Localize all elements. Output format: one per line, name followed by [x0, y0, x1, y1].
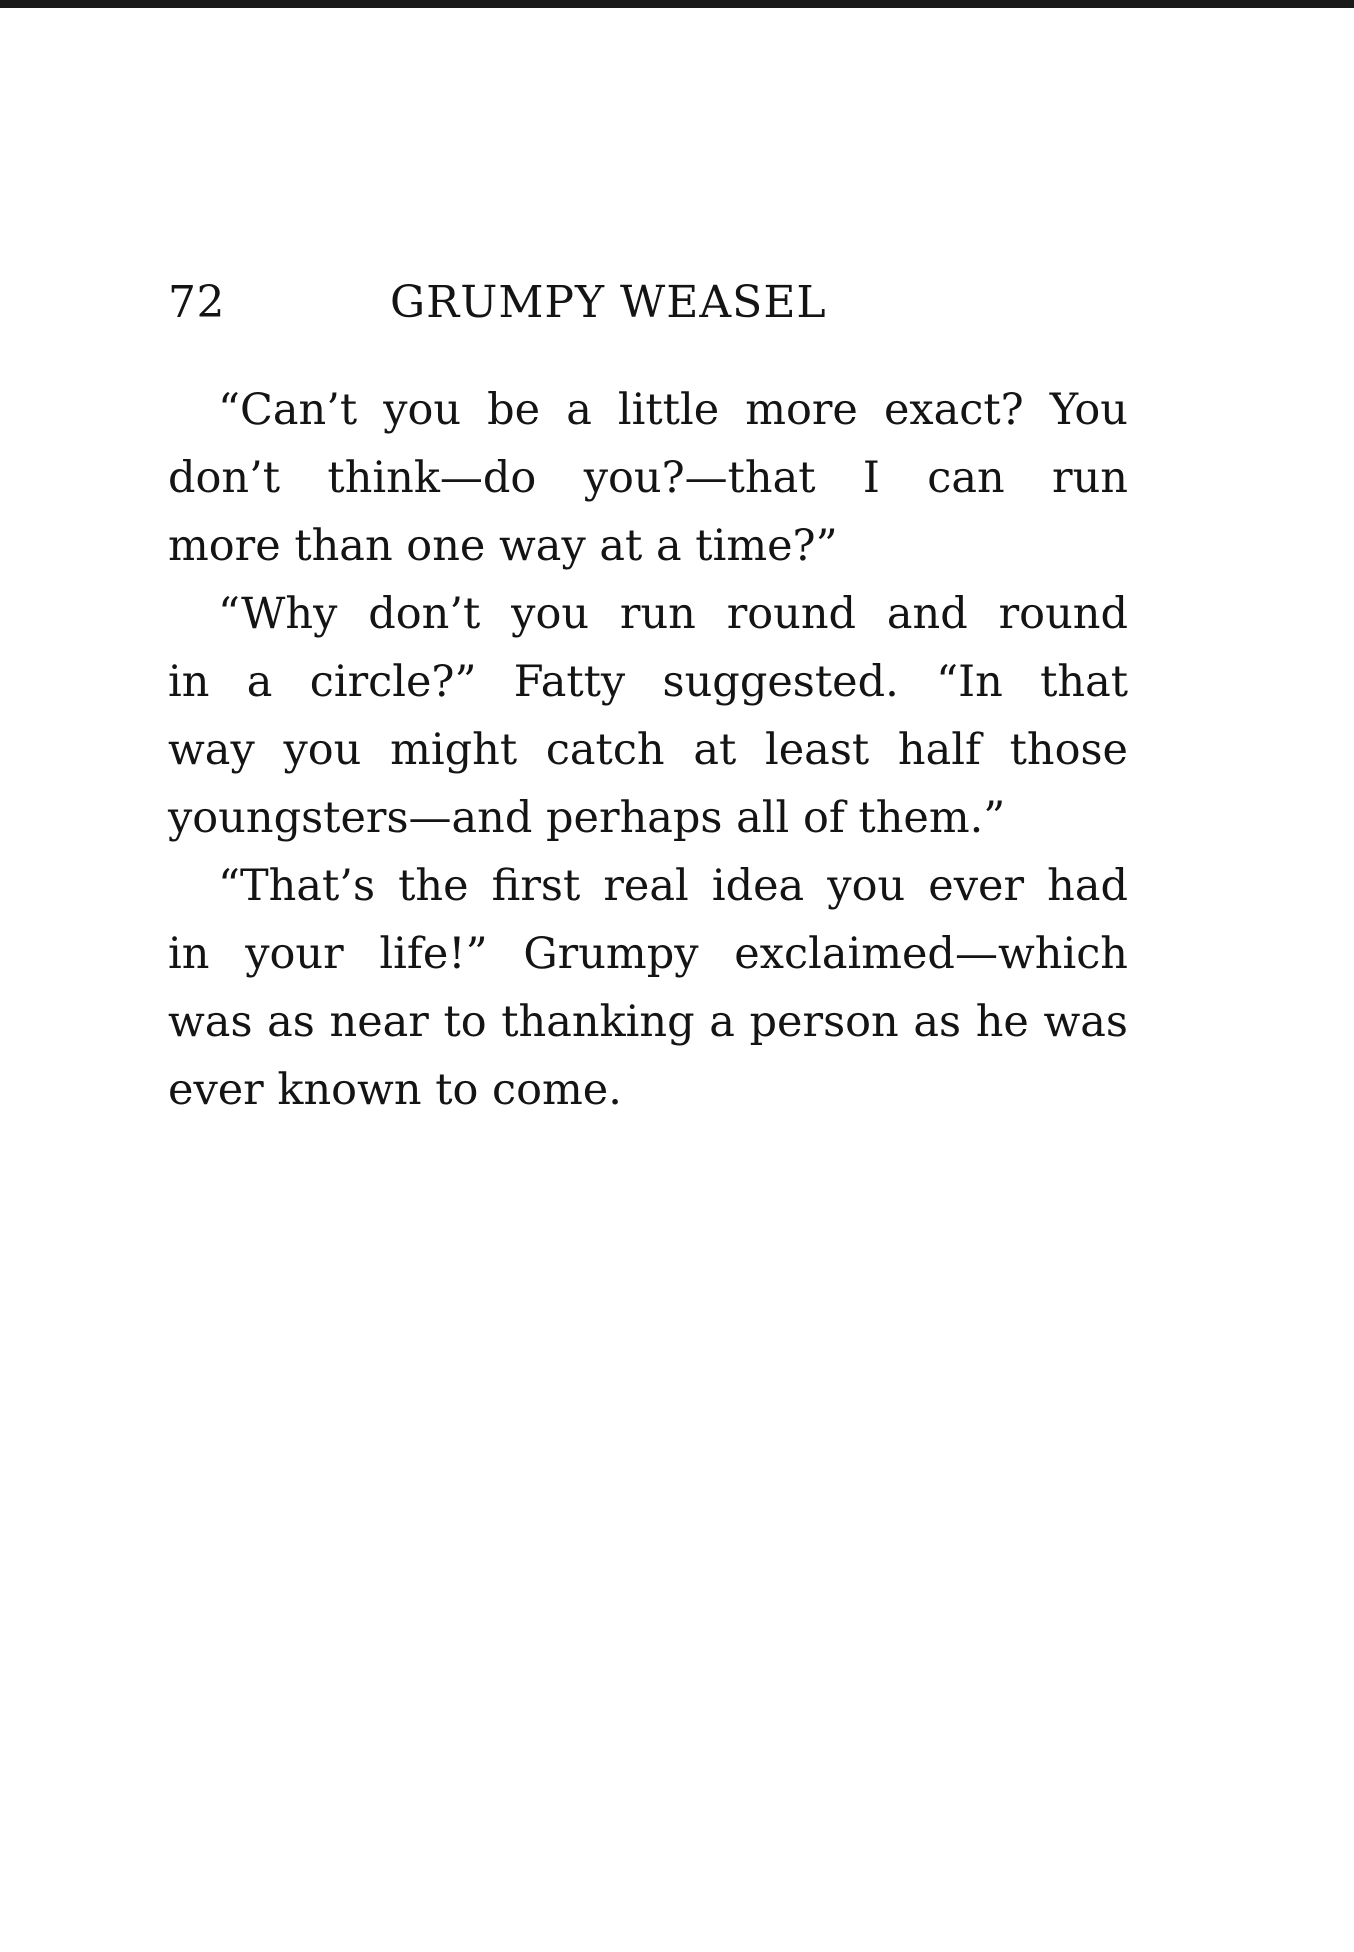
text-line: ever known to come. — [168, 1065, 622, 1115]
running-title: GRUMPY WEASEL — [390, 277, 827, 328]
text-line: way you might catch at least half those — [168, 725, 1128, 775]
paragraph — [168, 580, 1128, 852]
text-line: was as near to thanking a person as he was — [168, 997, 1128, 1047]
body-text — [168, 376, 1128, 1124]
page-number: 72 — [168, 277, 225, 328]
text-line: “Why don’t you run round and round — [218, 589, 1128, 639]
text-line: “Can’t you be a little more exact? You — [218, 385, 1128, 435]
text-line: “That’s the first real idea you ever had — [218, 861, 1128, 911]
running-head — [168, 278, 1128, 328]
text-line: in a circle?” Fatty suggested. “In that — [168, 657, 1128, 707]
paragraph — [168, 852, 1128, 1124]
paragraph — [168, 376, 1128, 580]
text-line: in your life!” Grumpy exclaimed—which — [168, 929, 1128, 979]
top-border-rule — [0, 0, 1354, 8]
text-line: more than one way at a time?” — [168, 521, 838, 571]
text-line: don’t think—do you?—that I can run — [168, 453, 1128, 503]
text-line: youngsters—and perhaps all of them.” — [168, 793, 1006, 843]
